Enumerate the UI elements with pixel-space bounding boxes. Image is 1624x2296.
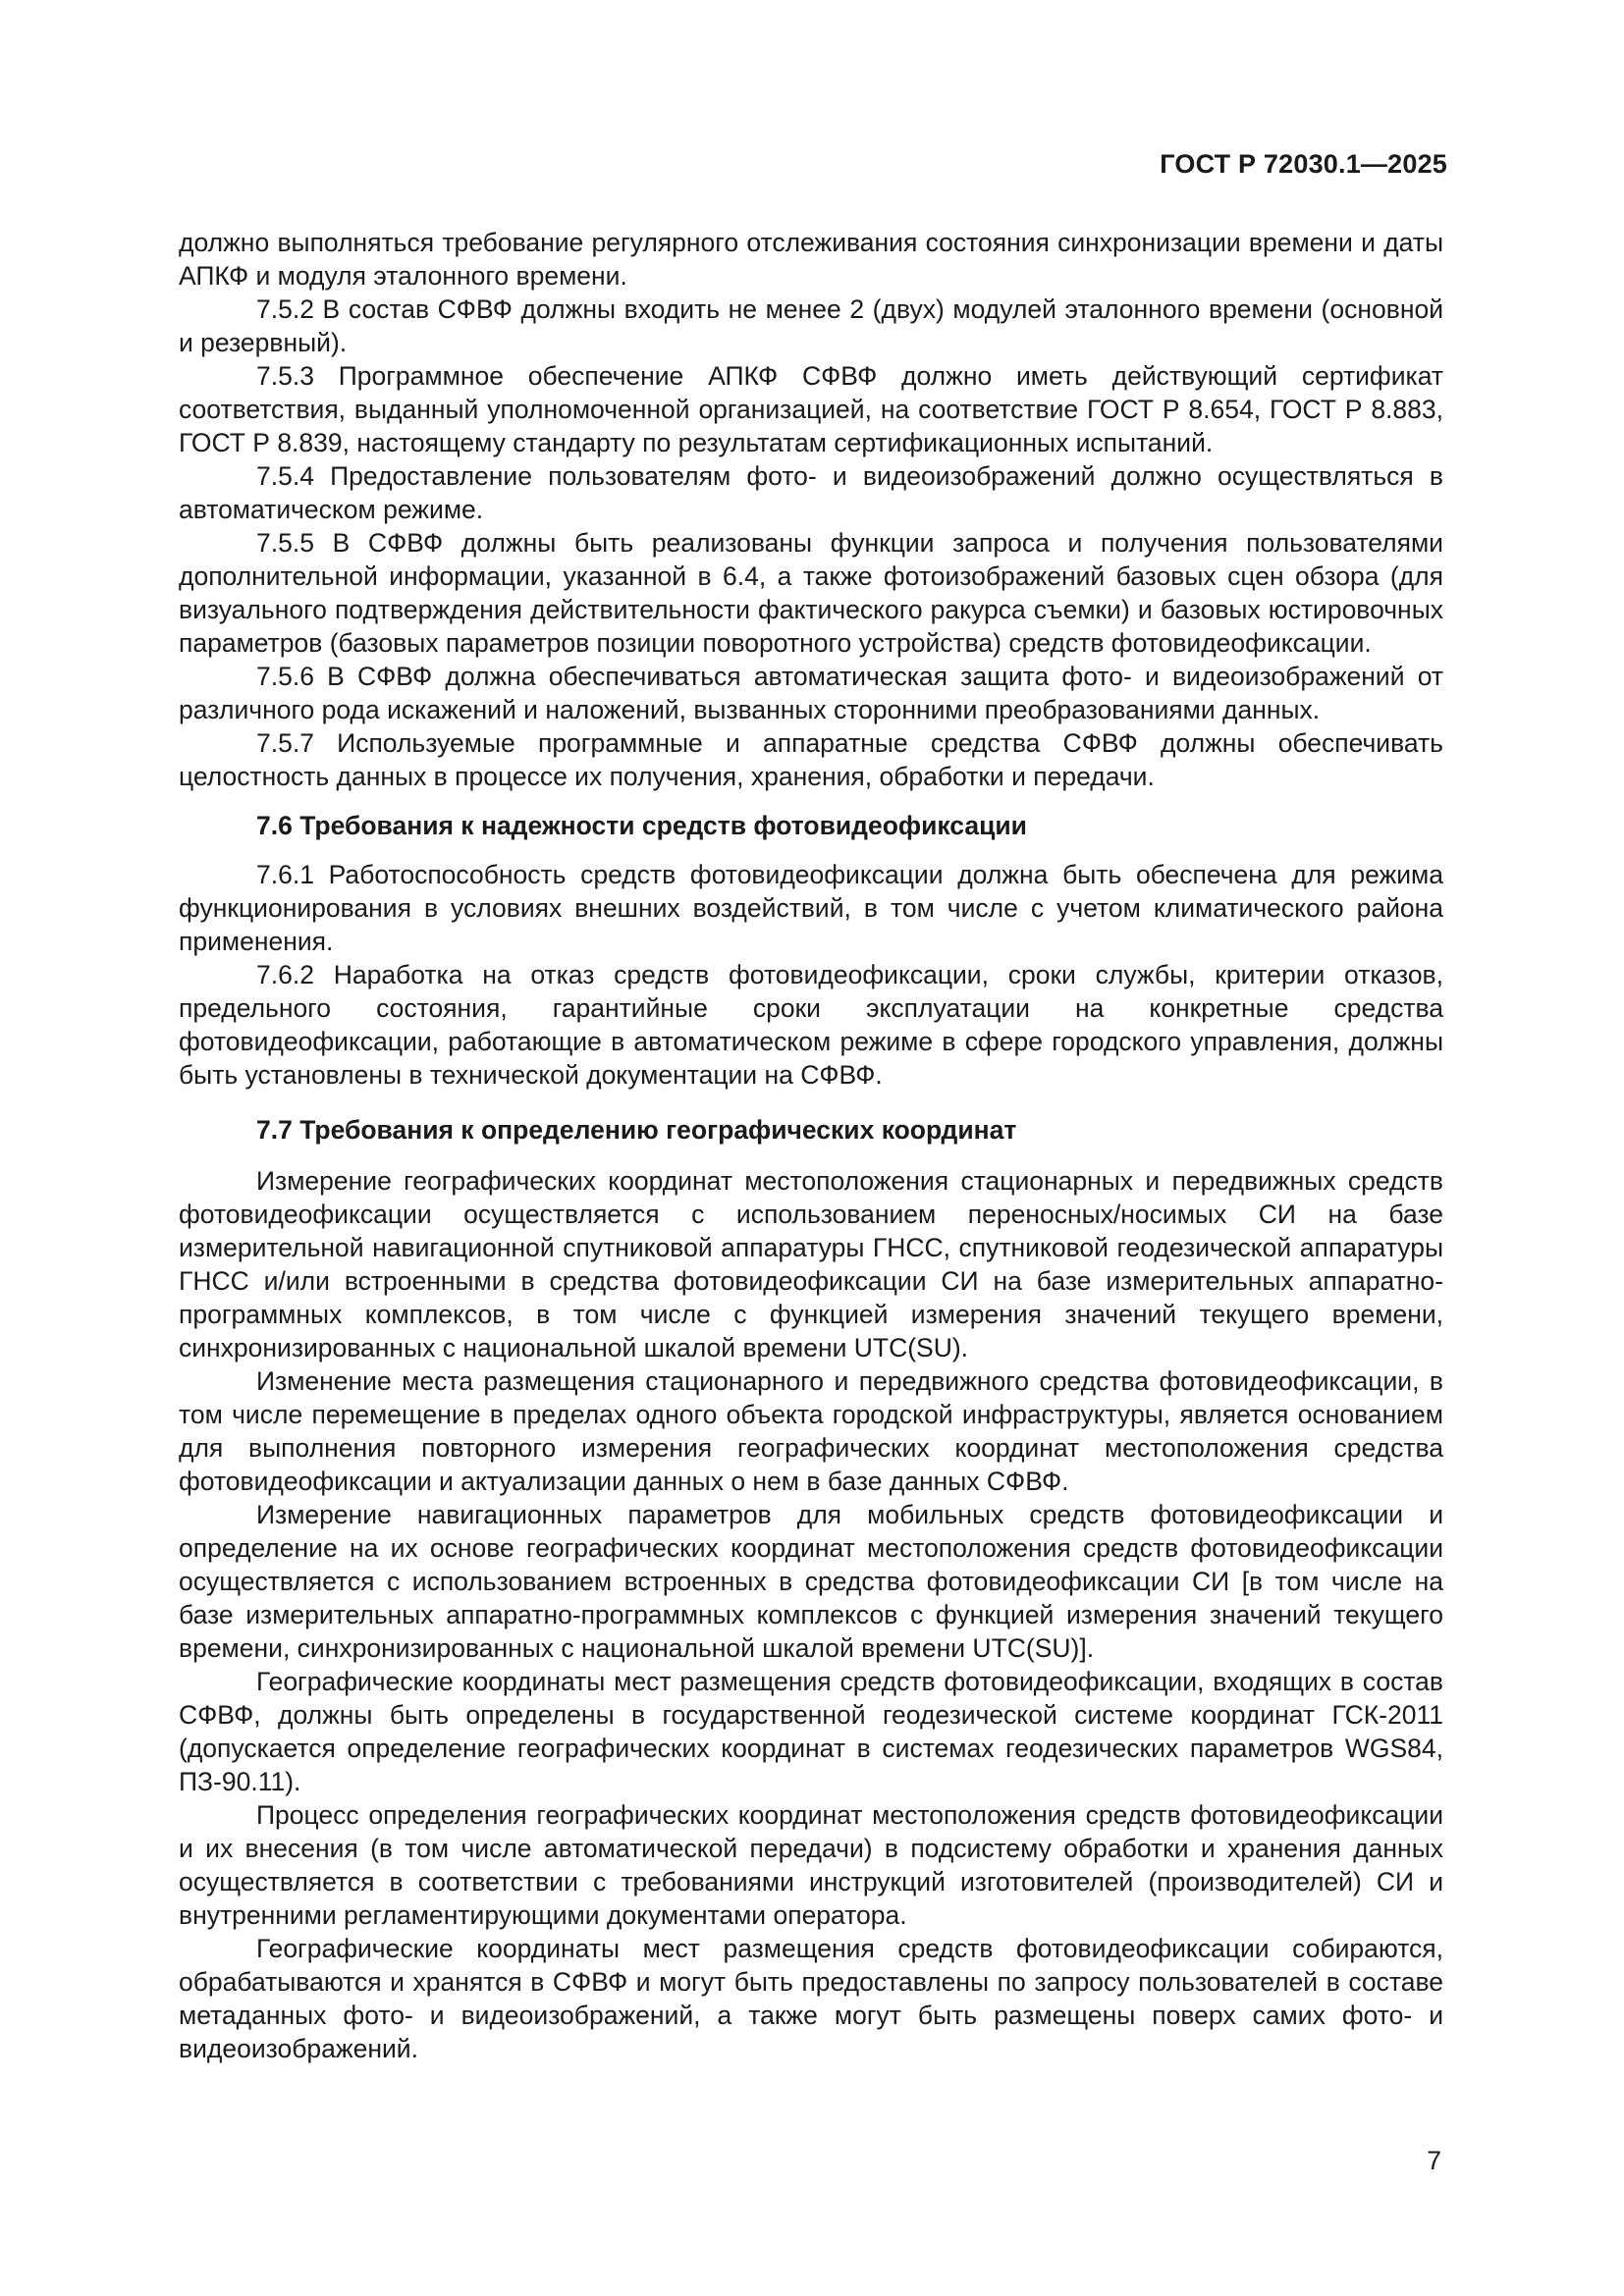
clause-7-5-2: 7.5.2 В состав СФВФ должны входить не менее 2 (двух) модулей эталонного времени (основной и резервный). (179, 294, 1443, 357)
clause-7-5-5: 7.5.5 В СФВФ должны быть реализованы функции запроса и получения пользователями дополнительной информации, указанной в 6.4, а также фотоизображений базовых сцен обзора (для визуального подтверждения действительности фактического ракурса съемки) и базовых юстировочных параметров (базовых параметров позиции поворотного устройства) средств фотовидеофиксации. (179, 528, 1443, 658)
document-body (179, 226, 1443, 2065)
paragraph-7-7-relocation: Изменение места размещения стационарного и передвижного средства фотовидеофиксации, в том числе перемещение в пределах одного объекта городской инфраструктуры, является основанием для выполнения повторного измерения географических координат местоположения средства фотовидеофиксации и актуализации данных о нем в базе данных СФВФ. (179, 1366, 1443, 1496)
paragraph-continuation: должно выполняться требование регулярного отслеживания состояния синхронизации времени и даты АПКФ и модуля эталонного времени. (179, 228, 1443, 291)
paragraph-7-7-storage: Географические координаты мест размещения средств фотовидеофиксации собираются, обрабатываются и хранятся в СФВФ и могут быть предоставлены по запросу пользователей в составе метаданных фото- и видеоизображений, а также могут быть размещены поверх самих фото- и видеоизображений. (179, 1934, 1443, 2063)
clause-7-5-3: 7.5.3 Программное обеспечение АПКФ СФВФ должно иметь действующий сертификат соответствия, выданный уполномоченной организацией, на соответствие ГОСТ Р 8.654, ГОСТ Р 8.883, ГОСТ Р 8.839, настоящему стандарту по результатам сертификационных испытаний. (179, 361, 1443, 457)
clause-7-5-4: 7.5.4 Предоставление пользователям фото- и видеоизображений должно осуществляться в автоматическом режиме. (179, 461, 1443, 524)
document-standard-number: ГОСТ Р 72030.1—2025 (1160, 149, 1447, 179)
page-number: 7 (1427, 2146, 1441, 2175)
clause-7-6-2: 7.6.2 Наработка на отказ средств фотовидеофиксации, сроки службы, критерии отказов, предельного состояния, гарантийные сроки эксплуатации на конкретные средства фотовидеофиксации, работающие в автоматическом режиме в сфере городского управления, должны быть установлены в технической документации на СФВФ. (179, 960, 1443, 1090)
clause-7-5-6: 7.5.6 В СФВФ должна обеспечиваться автоматическая защита фото- и видеоизображений от различного рода искажений и наложений, вызванных сторонними преобразованиями данных. (179, 662, 1443, 724)
paragraph-7-7-coordinate-system: Географические координаты мест размещения средств фотовидеофиксации, входящих в состав СФВФ, должны быть определены в государственной геодезической системе координат ГСК-2011 (допускается определение географических координат в системах геодезических параметров WGS84, ПЗ-90.11). (179, 1667, 1443, 1796)
section-heading-7-7: 7.7 Требования к определению географических координат (256, 1115, 1017, 1145)
clause-7-5-7: 7.5.7 Используемые программные и аппаратные средства СФВФ должны обеспечивать целостность данных в процессе их получения, хранения, обработки и передачи. (179, 728, 1443, 791)
section-heading-7-6: 7.6 Требования к надежности средств фотовидеофиксации (256, 811, 1027, 840)
paragraph-7-7-mobile: Измерение навигационных параметров для мобильных средств фотовидеофиксации и определение на их основе географических координат местоположения средств фотовидеофиксации осуществляется с использованием встроенных в средства фотовидеофиксации СИ [в том числе на базе измерительных аппаратно-программных комплексов с функцией измерения значений текущего времени, синхронизированных с национальной шкалой времени UTC(SU)]. (179, 1500, 1443, 1663)
paragraph-7-7-process: Процесс определения географических координат местоположения средств фотовидеофиксации и их внесения (в том числе автоматической передачи) в подсистему обработки и хранения данных осуществляется в соответствии с требованиями инструкций изготовителей (производителей) СИ и внутренними регламентирующими документами оператора. (179, 1800, 1443, 1930)
paragraph-7-7-measurement: Измерение географических координат местоположения стационарных и передвижных средств фотовидеофиксации осуществляется с использованием переносных/носимых СИ на базе измерительной навигационной спутниковой аппаратуры ГНСС, спутниковой геодезической аппаратуры ГНСС и/или встроенными в средства фотовидеофиксации СИ на базе измерительных аппаратно-программных комплексов, в том числе с функцией измерения значений текущего времени, синхронизированных с национальной шкалой времени UTC(SU). (179, 1166, 1443, 1362)
clause-7-6-1: 7.6.1 Работоспособность средств фотовидеофиксации должна быть обеспечена для режима функционирования в условиях внешних воздействий, в том числе с учетом климатического района применения. (179, 860, 1443, 956)
